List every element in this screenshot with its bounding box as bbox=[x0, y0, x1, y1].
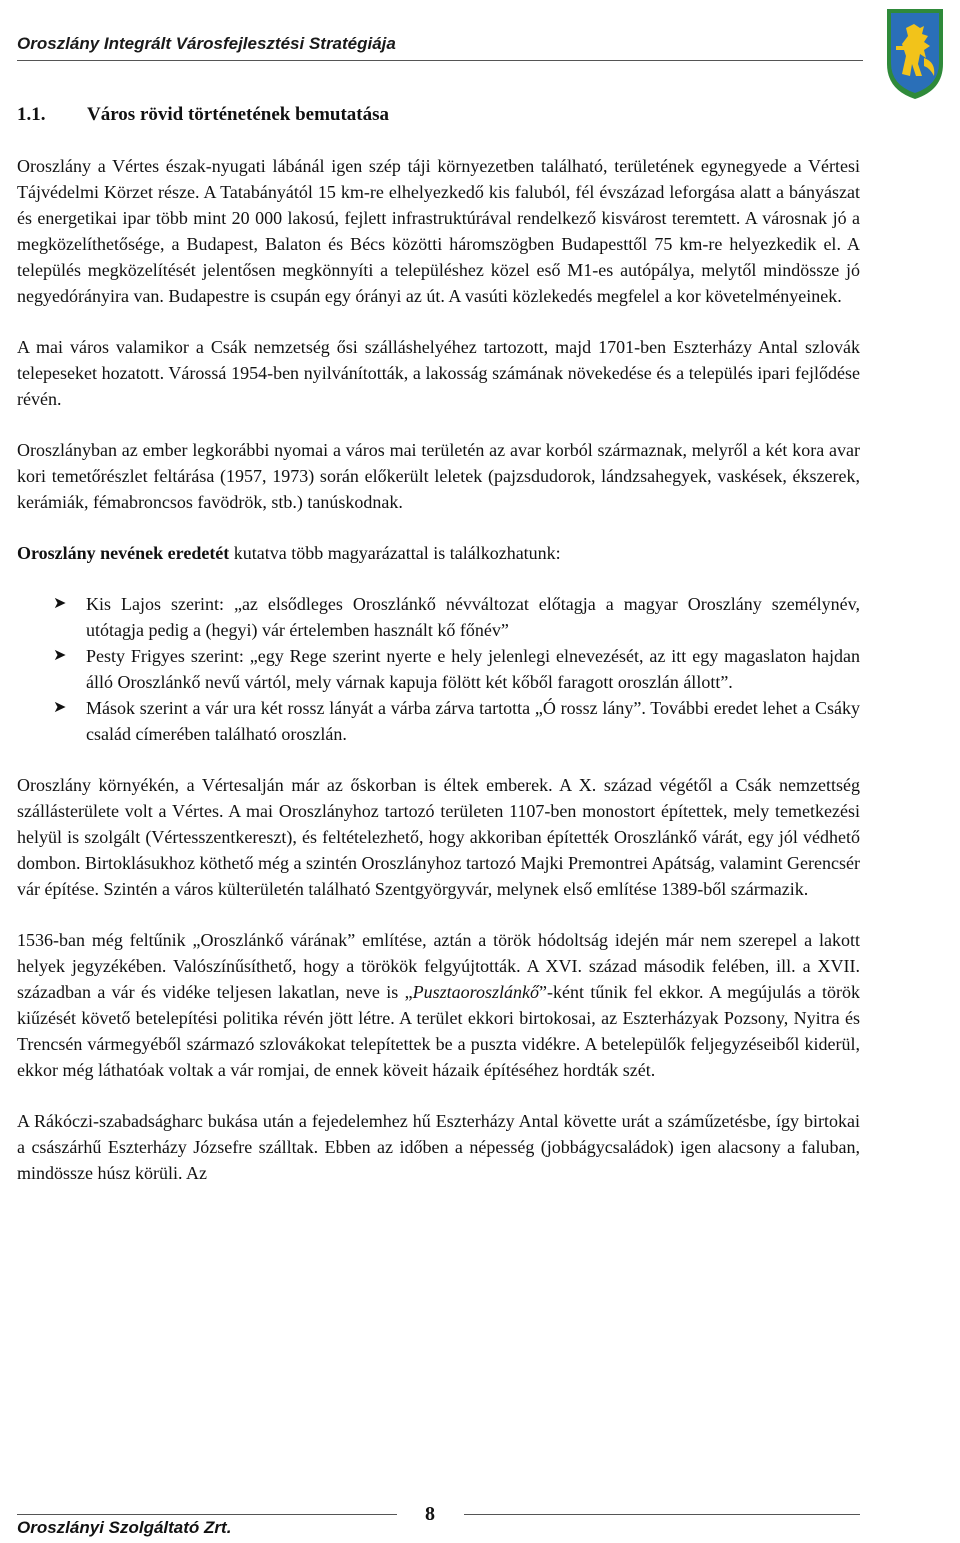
coat-of-arms-icon bbox=[884, 6, 946, 102]
paragraph-early-settlement: Oroszlány környékén, a Vértesalján már az őskorban is éltek emberek. A X. század végétől a Csák nemzettség szállásterülete volt a Vértes. A mai Oroszlányhoz tartozó területen 1107-ben monostort építettek, mely temetkezési helyül is szolgált (Vértesszentkereszt), és feltételezhető, hogy akkoriban építették Oroszlánkő várát, egy jól védhető dombon. Birtoklásukhoz köthető még a szintén Oroszlányhoz tartozó Majki Premontrei Apátság, valamint Gerencsér vár építése. Szintén a város külterületén található Szentgyörgyvár, melynek első említése 1389-ből származik. bbox=[17, 775, 860, 899]
section-heading bbox=[17, 104, 389, 126]
section-number: 1.1. bbox=[17, 104, 46, 125]
document-header-title: Oroszlány Integrált Városfejlesztési Stratégiája bbox=[17, 34, 396, 53]
name-origin-bold: Oroszlány nevének eredetét bbox=[17, 543, 230, 563]
name-origin-rest: kutatva több magyarázattal is találkozhatunk: bbox=[229, 543, 561, 563]
footer-divider-left bbox=[17, 1514, 397, 1515]
section-title-text: Város rövid történetének bemutatása bbox=[87, 104, 390, 125]
paragraph-avar-era: Oroszlányban az ember legkorábbi nyomai a város mai területén az avar korból származnak, melyről a két kora avar kori temetőrészlet feltárása (1957, 1973) során előkerült leletek (pajzsdudorok, lándzsahegyek, vaskések, ékszerek, kerámiák, fémabroncsos favödrök, stb.) tanúskodnak. bbox=[17, 440, 860, 512]
name-origin-list bbox=[17, 591, 860, 747]
arrow-bullet-icon: ➤ bbox=[53, 595, 67, 612]
arrow-bullet-icon: ➤ bbox=[53, 699, 67, 716]
list-item bbox=[17, 695, 860, 747]
ottoman-text-a: 1536-ban még feltűnik „Oroszlánkő várának” említése, aztán a török hódoltság idején már nem szerepel a lakott helyek jegyzékében. Valószínűsíthető, hogy a törökök felgyújtották. A XVI. század második felében, ill. a XVII. században a vár és vidéke teljesen lakatlan, neve is „ bbox=[17, 930, 860, 1002]
paragraph-intro: Oroszlány a Vértes észak-nyugati lábánál igen szép táji környezetben található, területének egynegyede a Vértesi Tájvédelmi Körzet része. A Tatabányától 15 km-re elhelyezkedő kis faluból, fél évszázad leforgása alatt a bányászat és energetikai ipar több mint 20 000 lakosú, fejlett infrastruktúrával rendelkező kisvárost teremtett. A városnak jó a megközelíthetősége, a Budapest, Balaton és Bécs közötti háromszögben Budapesttől 75 km-re helyezkedik el. A település megközelítését jelentősen megkönnyíti a településhez közel eső M1-es autópálya, melytől mindössze jó negyedórányira van. Budapestre is csupán egy órányi az út. A vasúti közlekedés megfelel a kor követelményeinek. bbox=[17, 156, 860, 306]
list-item-text: Kis Lajos szerint: „az elsődleges Oroszlánkő névváltozat előtagja a magyar Oroszlány személynév, utótagja pedig a (hegyi) vár értelemben használt kő főnév” bbox=[86, 594, 860, 640]
list-item bbox=[17, 591, 860, 643]
list-item-text: Mások szerint a vár ura két rossz lányát a várba zárva tartotta „Ó rossz lány”. További eredet lehet a Csáky család címerében található oroszlán. bbox=[86, 698, 860, 744]
page-number: 8 bbox=[425, 1503, 435, 1525]
paragraph-rakoczi-era: A Rákóczi-szabadságharc bukása után a fejedelemhez hű Eszterházy Antal követte urát a száműzetésbe, így birtokai a császárhű Eszterházy Józsefre szálltak. Ebben az időben a népesség (jobbágycsaládok) igen alacsony a faluban, mindössze húsz körüli. Az bbox=[17, 1111, 860, 1183]
paragraph-name-origin bbox=[17, 540, 860, 566]
arrow-bullet-icon: ➤ bbox=[53, 647, 67, 664]
paragraph-history: A mai város valamikor a Csák nemzetség ősi szálláshelyéhez tartozott, majd 1701-ben Eszterházy Antal szlovák telepeseket hozatott. Várossá 1954-ben nyilvánították, a lakosság számának növekedése és a település ipari fejlődése révén. bbox=[17, 337, 860, 409]
footer-company-name: Oroszlányi Szolgáltató Zrt. bbox=[17, 1518, 232, 1537]
paragraph-ottoman-era bbox=[17, 927, 860, 1083]
list-item bbox=[17, 643, 860, 695]
ottoman-italic-name: Pusztaoroszlánkő bbox=[412, 982, 539, 1002]
header-divider bbox=[17, 60, 863, 61]
document-body bbox=[17, 153, 860, 1211]
footer-divider-right bbox=[464, 1514, 860, 1515]
list-item-text: Pesty Frigyes szerint: „egy Rege szerint nyerte e hely jelenlegi elnevezését, az itt egy magaslaton hajdan álló Oroszlánkő nevű vártól, mely várnak kapuja fölött két kőből faragott oroszlán állott”. bbox=[86, 646, 860, 692]
ottoman-text-b: ”-ként tűnik fel ekkor. A megújulás a török kiűzését követő betelepítési politika révén jött létre. A terület ekkori birtokosai, az Eszterházyak Pozsony, Nyitra és Trencsén vármegyéből származó szlovákokat telepítettek be a puszta vidékre. A betelepülők feljegyzéseiből kiderül, ekkor még láthatóak voltak a vár romjai, de ennek köveit házaik építéséhez hordták szét. bbox=[17, 982, 860, 1080]
